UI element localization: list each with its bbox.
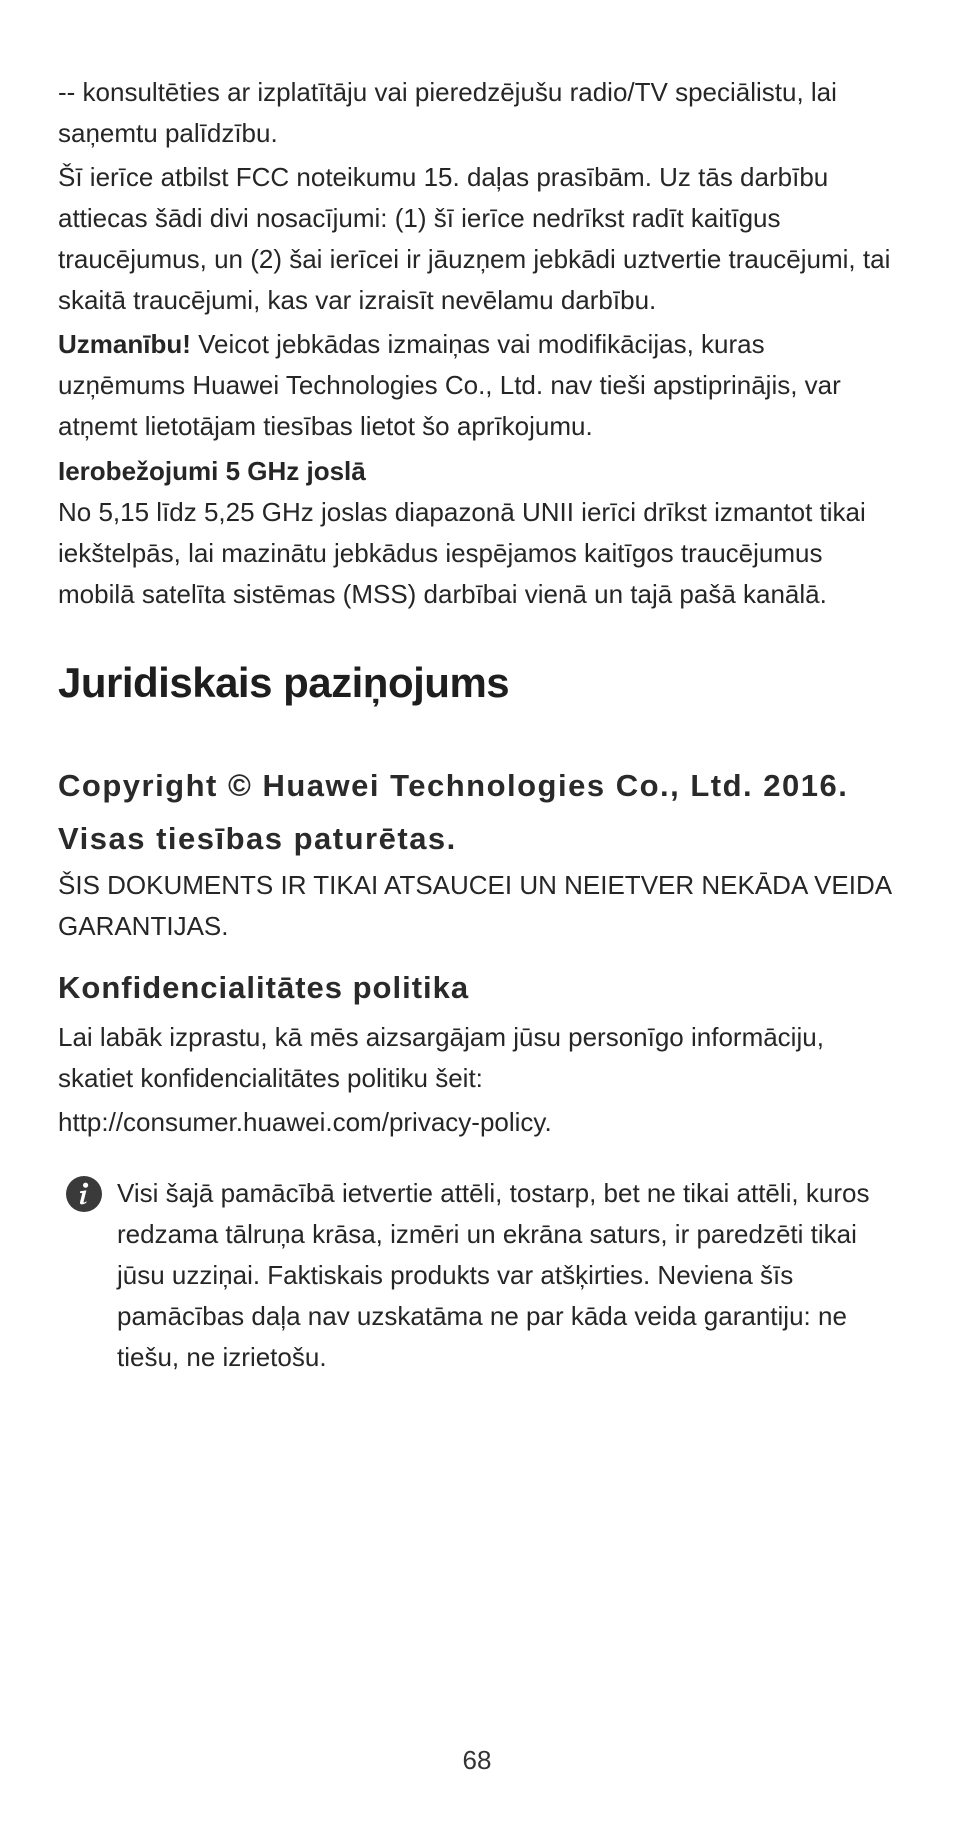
page-number: 68 xyxy=(462,1745,492,1775)
info-icon xyxy=(66,1176,102,1212)
legal-notice-title: Juridiskais paziņojums xyxy=(58,659,510,706)
privacy-policy-url: http://consumer.huawei.com/privacy-policy. xyxy=(58,1107,552,1137)
fcc-compliance-paragraph: Šī ierīce atbilst FCC noteikumu 15. daļas prasībām. Uz tās darbību attiecas šādi divi nosacījumi: (1) šī ierīce nedrīkst radīt kaitīgus traucējumus, un (2) šai ierīcei ir jāuzņem jebkādi uztvertie traucējumi, tai skaitā traucējumi, kas var izraisīt nevēlamu darbību. xyxy=(58,162,891,315)
privacy-policy-heading: Konfidencialitātes politika xyxy=(58,970,470,1005)
band-restrictions-heading: Ierobežojumi 5 GHz joslā xyxy=(58,456,366,486)
caution-text: Veicot jebkādas izmaiņas vai modifikācijas, kuras uzņēmums Huawei Technologies Co., Ltd. nav tieši apstiprinājis, var atņemt lietotājam tiesības lietot šo aprīkojumu. xyxy=(58,329,841,441)
privacy-policy-paragraph: Lai labāk izprastu, kā mēs aizsargājam jūsu personīgo informāciju, skatiet konfidencialitātes politiku šeit: xyxy=(58,1022,824,1093)
band-restrictions-paragraph: No 5,15 līdz 5,25 GHz joslas diapazonā UNII ierīci drīkst izmantot tikai iekštelpās, lai mazinātu jebkādus iespējamos kaitīgos traucējumus mobilā satelīta sistēmas (MSS) darbībai vienā un tajā pašā kanālā. xyxy=(58,497,866,609)
document-page xyxy=(58,72,898,1378)
info-note xyxy=(58,1173,898,1378)
copyright-heading: Copyright © Huawei Technologies Co., Ltd. 2016. Visas tiesības paturētas. xyxy=(58,768,849,856)
info-note-text: Visi šajā pamācībā ietvertie attēli, tostarp, bet ne tikai attēli, kuros redzama tālruņa krāsa, izmēri un ekrāna saturs, ir paredzēti tikai jūsu uzziņai. Faktiskais produkts var atšķirties. Neviena šīs pamācības daļa nav uzskatāma ne par kāda veida garantiju: ne tiešu, ne izrietošu. xyxy=(117,1178,870,1372)
caution-label: Uzmanību! xyxy=(58,329,191,359)
disclaimer-paragraph: ŠIS DOKUMENTS IR TIKAI ATSAUCEI UN NEIETVER NEKĀDA VEIDA GARANTIJAS. xyxy=(58,870,891,941)
fcc-consult-paragraph: -- konsultēties ar izplatītāju vai pieredzējušu radio/TV speciālistu, lai saņemtu palīdzību. xyxy=(58,77,837,148)
fcc-caution-paragraph xyxy=(58,324,898,447)
